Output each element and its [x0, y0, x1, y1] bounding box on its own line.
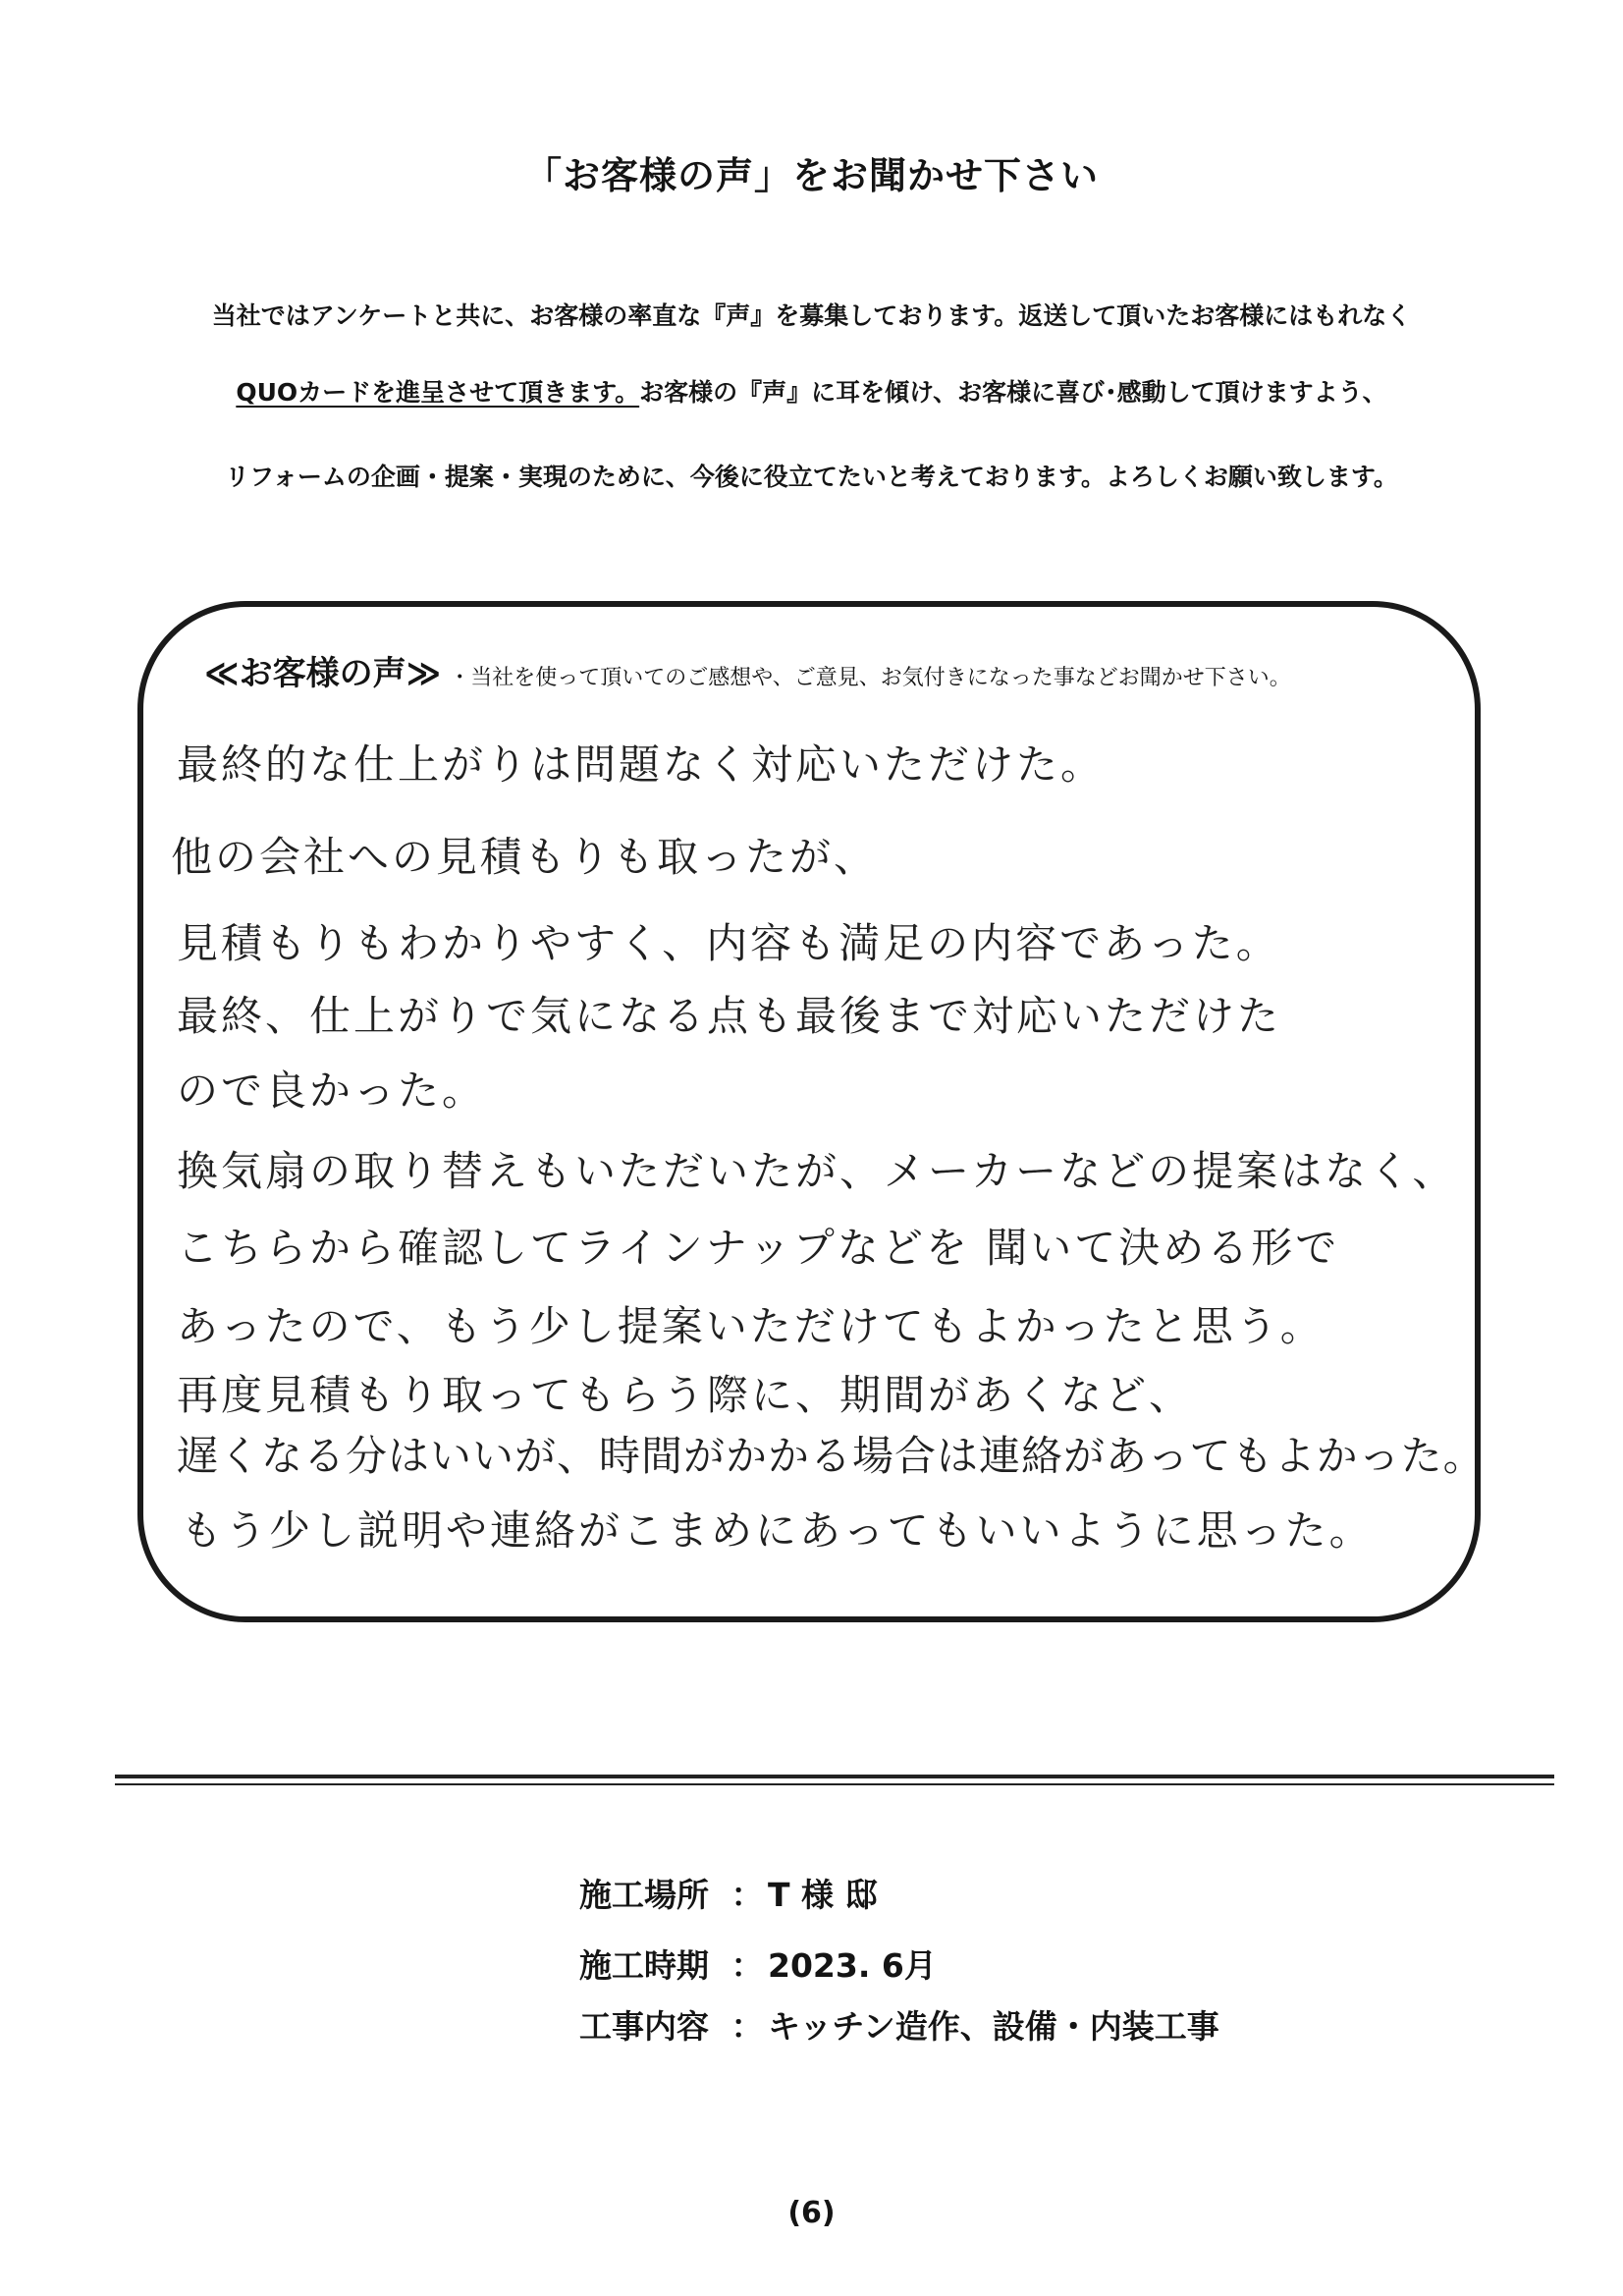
- intro-line-2: [0, 373, 1623, 409]
- quo-card-offer: QUOカードを進呈させて頂きます。: [236, 378, 640, 407]
- handwritten-line: 最終、仕上がりで気になる点も最後まで対応いただけた: [177, 992, 1282, 1040]
- divider-line: [115, 1783, 1554, 1785]
- voice-box-prompt: ・当社を使って頂いてのご感想や、ご意見、お気付きになった事などお聞かせ下さい。: [449, 666, 1291, 690]
- handwritten-line: 換気扇の取り替えもいただいたが、メーカーなどの提案はなく、: [177, 1147, 1457, 1195]
- customer-voice-box: [137, 601, 1486, 1622]
- intro-line-3: リフォームの企画・提案・実現のために、今後に役立てたいと考えております。よろしくお願い致します。: [225, 463, 1398, 491]
- info-separator: ：: [730, 1876, 764, 1914]
- info-value: T 様 邸: [768, 1876, 878, 1914]
- info-label: 工事内容: [579, 2007, 709, 2046]
- handwritten-line: あったので、もう少し提案いただけてもよかったと思う。: [177, 1302, 1325, 1350]
- voice-box-heading: ≪お客様の声≫: [204, 654, 442, 693]
- page-title: 「お客様の声」をお聞かせ下さい: [523, 154, 1099, 197]
- info-label: 施工場所: [579, 1876, 709, 1914]
- info-value: キッチン造作、設備・内装工事: [768, 2007, 1219, 2046]
- handwritten-line: ので良かった。: [177, 1066, 487, 1115]
- handwritten-line: 遅くなる分はいいが、時間がかかる場合は連絡があってもよかった。: [177, 1432, 1486, 1480]
- info-row-location: [579, 1870, 878, 1916]
- page-number: (6): [787, 2196, 836, 2230]
- handwritten-line: 他の会社への見積もりも取ったが、: [171, 833, 879, 881]
- info-separator: ：: [730, 1946, 764, 1985]
- info-separator: ：: [730, 2007, 764, 2046]
- handwritten-line: 見積もりもわかりやすく、内容も満足の内容であった。: [177, 919, 1280, 967]
- handwritten-line: 最終的な仕上がりは問題なく対応いただけた。: [177, 740, 1106, 789]
- voice-box-header: [204, 646, 1291, 694]
- info-row-work: [579, 2001, 1219, 2048]
- handwritten-line: こちらから確認してラインナップなどを 聞いて決める形で: [177, 1224, 1340, 1272]
- divider-line: [115, 1775, 1554, 1778]
- info-row-period: [579, 1941, 937, 1987]
- intro-line-1: 当社ではアンケートと共に、お客様の率直な『声』を募集しております。返送して頂いたお客様にはもれなく: [211, 301, 1412, 330]
- handwritten-line: 再度見積もり取ってもらう際に、期間があくなど、: [177, 1371, 1194, 1419]
- intro-line-2-rest: お客様の『声』に耳を傾け、お客様に喜び･感動して頂けますよう、: [639, 378, 1387, 407]
- info-label: 施工時期: [579, 1946, 709, 1985]
- info-value: 2023. 6月: [768, 1946, 937, 1985]
- handwritten-line: もう少し説明や連絡がこまめにあってもいいように思った。: [181, 1506, 1374, 1555]
